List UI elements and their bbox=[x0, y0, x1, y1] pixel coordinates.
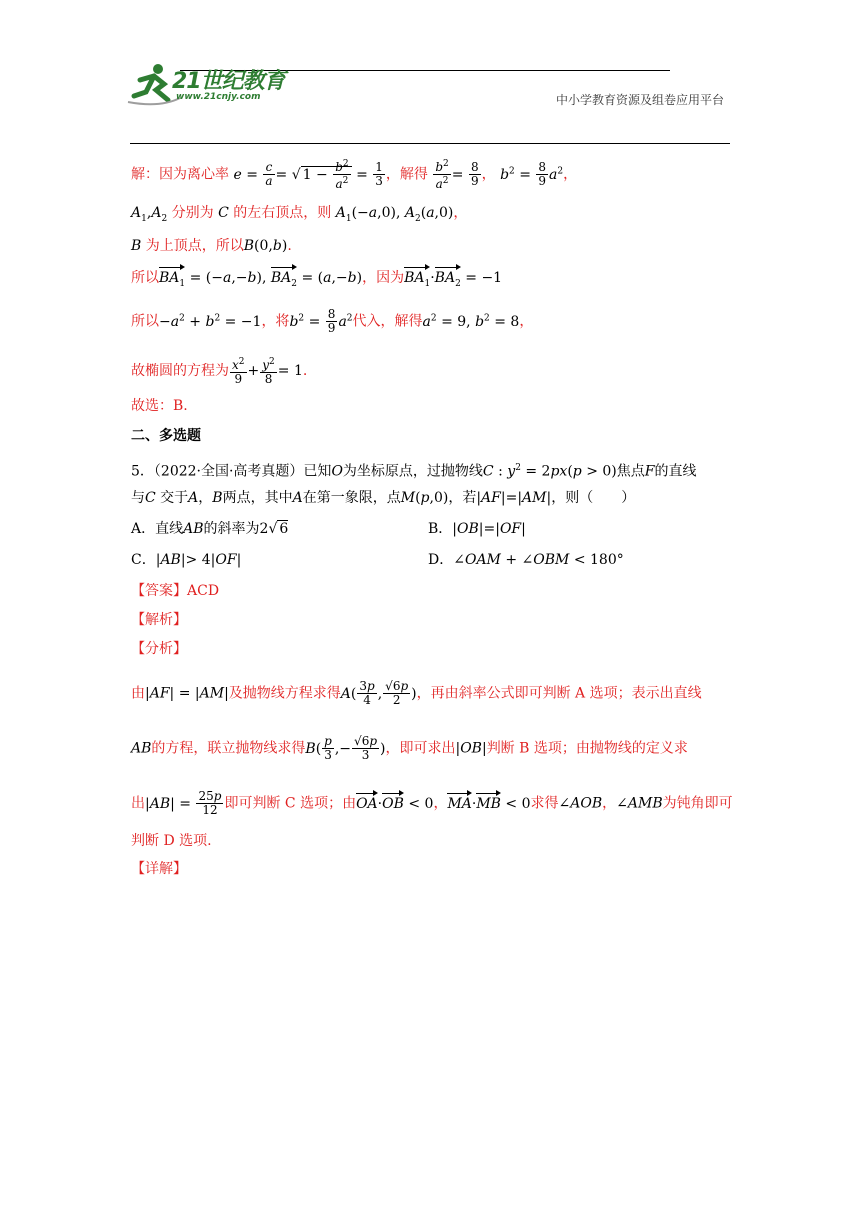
logo-wordmark: 21世纪教育 bbox=[172, 69, 285, 94]
solution-choice: 故选：B. bbox=[131, 398, 188, 414]
solution-line-5: 所以$-a^2 + b^2 = -1$，将$b^2$ = $\frac{8}{9}$ $a^2$代入，解得$a^2 = 9$, $b^2 = 8$， bbox=[131, 307, 534, 336]
header-rule-bottom bbox=[130, 143, 730, 144]
solution-line-2: $A_1,A_2$ 分别为 C 的左右顶点，则 $A_1(-a,0)$, $A_2(a,0)$， bbox=[131, 205, 468, 224]
option-a: A．直线AB的斜率为2√ 6 bbox=[131, 521, 289, 537]
analysis-line-1: 由|AF| = |AM|及抛物线方程求得A( $\frac{3p}{4}$ , $\frac{√6p}{2}$ )，再由斜率公式即可判断 A 选项；表示出直线 bbox=[131, 679, 702, 707]
section-title: 二、多选题 bbox=[131, 428, 201, 444]
analysis-line-2: AB的方程，联立抛物线求得B( $\frac{p}{3}$ ,− $\frac{√6p}{3}$ )，即可求出|OB|判断 B 选项；由抛物线的定义求 bbox=[131, 734, 688, 762]
solution-line-1: 解：因为离心率 e = $\frac{c}{a}$ = √ 1 − $\frac{b^2}{a^2}$ = $\frac{1}{3}$ ，解得 $\frac{b^2}{a^2}$ = $\frac{8}{9}$ ， $b^2$ = $\frac{8}{9}$ $a^2$， bbox=[131, 159, 578, 191]
question-stem-1: 5．（2022·全国·高考真题）已知O为坐标原点，过抛物线C : $y^2 = 2px(p > 0)$焦点F的直线 bbox=[131, 463, 697, 480]
solution-line-6: 故椭圆的方程为 $\frac{x^2}{9}$ + $\frac{y^2}{8}$ = 1. bbox=[131, 357, 308, 386]
solution-line-3: B 为上顶点，所以B(0,b). bbox=[131, 238, 292, 254]
option-d: D．∠OAM + ∠OBM < 180° bbox=[428, 552, 624, 568]
detail-heading: 【详解】 bbox=[131, 861, 187, 877]
option-b: B．|OB|=|OF| bbox=[428, 521, 526, 537]
solution-line-4: 所以$BA_1 = (-a,-b)$, $BA_2 = (a,-b)$，因为$BA_1\cdot BA_2 = -1$ bbox=[131, 268, 502, 294]
answer-line: 【答案】ACD bbox=[131, 583, 220, 599]
analysis-line-4: 判断 D 选项. bbox=[131, 833, 212, 849]
question-stem-2: 与C 交于A，B两点，其中A在第一象限，点M(p,0)，若|AF|=|AM|，则（ ） bbox=[131, 490, 636, 506]
header-platform-name: 中小学教育资源及组卷应用平台 bbox=[555, 93, 724, 107]
analysis-heading: 【解析】 bbox=[131, 612, 187, 628]
option-c: C．|AB|> 4|OF| bbox=[131, 552, 242, 568]
analysis-line-3: 出|AB| = $\frac{25p}{12}$ 即可判断 C 选项；由OA·OB < 0，MA·MB < 0求得∠AOB，∠AMB为钝角即可 bbox=[131, 789, 733, 817]
logo-url: www.21cnjy.com bbox=[176, 92, 261, 102]
fenxi-heading: 【分析】 bbox=[131, 641, 187, 657]
